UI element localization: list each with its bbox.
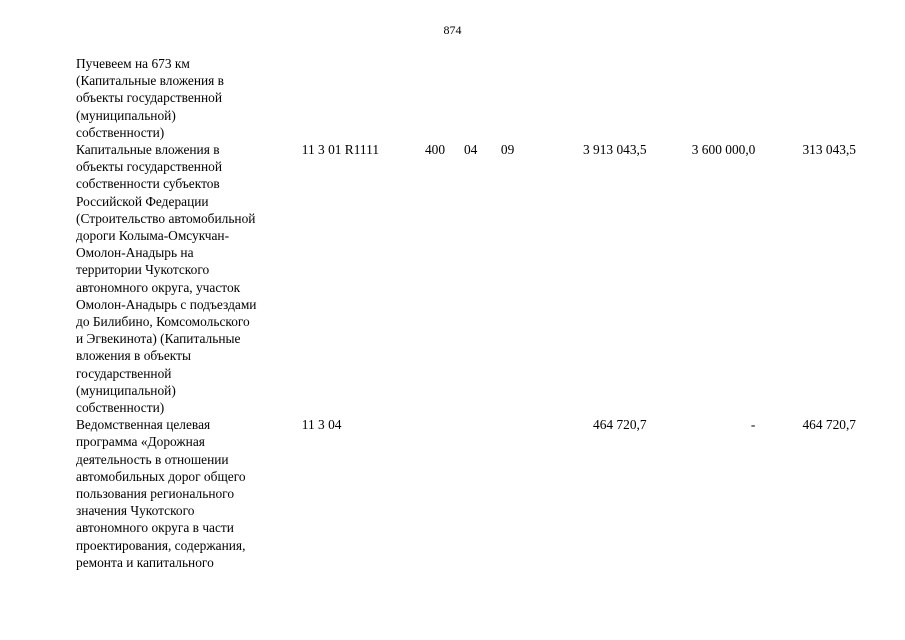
row-name: Капитальные вложения в объекты государственной собственности субъектов Российской Федерации (Строительство автомобильной дороги Колыма-Омсукчан- Омолон-Анадырь на территории Чукотского автономного округа, участок Омолон-Анадырь с подъездами до Билибино, Комсомольского и Эгвекинота) (Капитальные вложения в объекты государственной (муниципальной) собственности)	[76, 142, 257, 416]
budget-table	[76, 55, 856, 571]
row-federal: -	[750, 417, 756, 433]
row-code: 11 3 04	[301, 417, 342, 433]
row-total	[538, 55, 647, 141]
table-row	[76, 416, 856, 571]
page-number: 874	[443, 23, 462, 37]
table-row	[76, 55, 856, 141]
table-row	[76, 141, 856, 416]
row-federal: 3 600 000,0	[691, 142, 756, 158]
row-section: 04	[463, 142, 478, 158]
row-subsection	[501, 416, 538, 571]
row-name: Ведомственная целевая программа «Дорожная деятельность в отношении автомобильных дорог общего пользования регионального значения Чукотского автономного округа в части проектирования, содержания, ремонта и капитального	[76, 417, 246, 570]
row-total: 3 913 043,5	[582, 142, 647, 158]
row-federal	[647, 55, 756, 141]
row-regional: 464 720,7	[802, 417, 856, 433]
row-name-cell	[76, 55, 302, 141]
row-subsection	[501, 55, 538, 141]
row-section	[464, 416, 501, 571]
row-total: 464 720,7	[593, 417, 647, 433]
row-code	[302, 55, 425, 141]
row-code: 11 3 01 R1111	[301, 142, 380, 158]
row-name: Пучевеем на 673 км (Капитальные вложения в объекты государственной (муниципальной) собственности)	[76, 56, 225, 140]
row-expense-type: 400	[424, 142, 446, 158]
row-name-cell	[76, 141, 302, 416]
row-section	[464, 55, 501, 141]
row-name-cell	[76, 416, 302, 571]
row-expense-type	[425, 416, 464, 571]
row-subsection: 09	[500, 142, 515, 158]
row-regional: 313 043,5	[802, 142, 856, 158]
row-regional	[755, 55, 856, 141]
row-expense-type	[425, 55, 464, 141]
